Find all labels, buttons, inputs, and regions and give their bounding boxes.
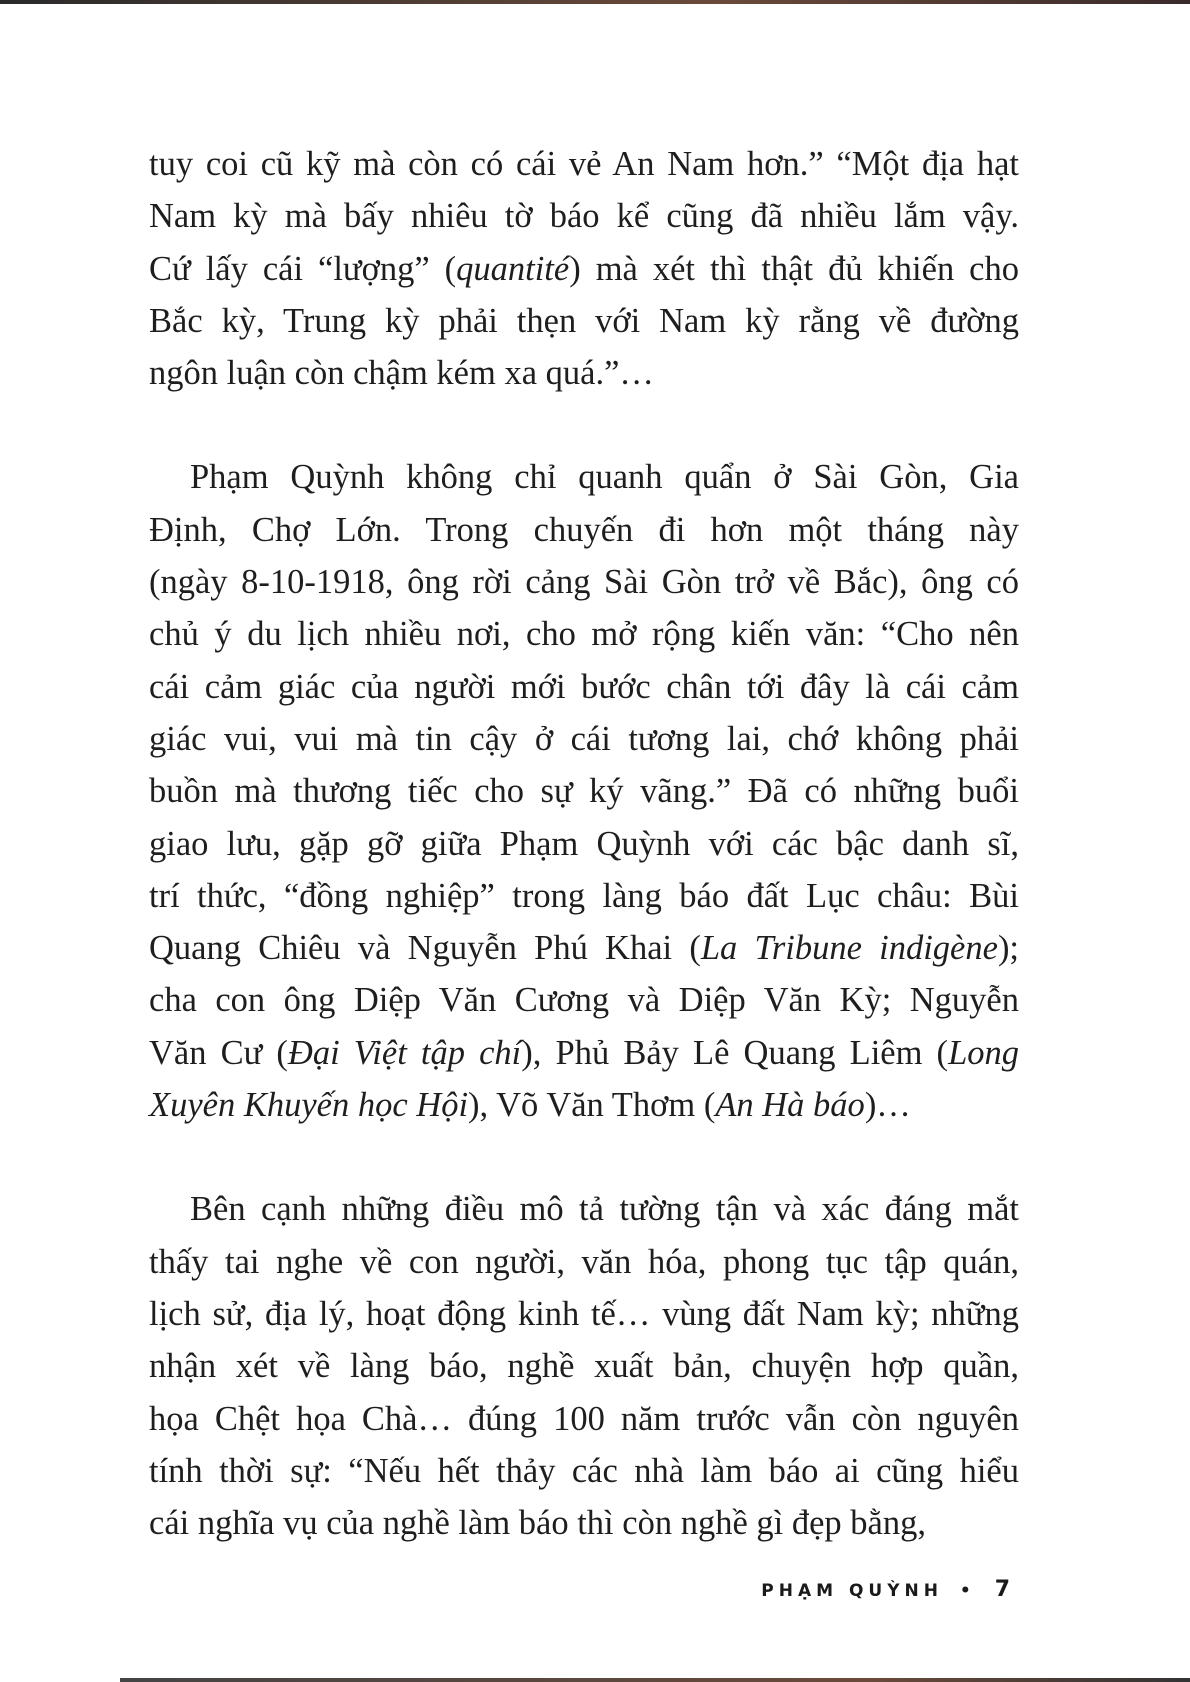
text-run: ), Phủ Bảy Lê Quang Liêm ( xyxy=(521,1033,949,1072)
text-run: Phạm Quỳnh không chỉ quanh quẩn ở Sài Gòn, Gia xyxy=(190,458,1019,497)
running-title: PHẠM QUỲNH xyxy=(761,1581,943,1601)
text-line xyxy=(149,1079,1019,1131)
text-run: Cứ lấy cái “lượng” ( xyxy=(149,249,457,288)
text-run: ), Võ Văn Thơm ( xyxy=(468,1086,716,1125)
text-run: tuy coi cũ kỹ mà còn có cái vẻ An Nam hơn.” “Một địa hạt xyxy=(149,145,1019,183)
text-line xyxy=(149,608,1019,660)
text-run: thấy tai nghe về con người, văn hóa, phong tục tập quán, xyxy=(149,1242,1019,1281)
text-line xyxy=(149,818,1019,870)
italic-text: La Tribune indigène xyxy=(700,929,998,968)
text-run: ) mà xét thì thật đủ khiến cho xyxy=(569,249,1019,288)
text-run: (ngày 8-10-1918, ông rời cảng Sài Gòn trở về Bắc), ông có xyxy=(149,563,1019,602)
text-run: ); xyxy=(997,929,1020,968)
text-run: lịch sử, địa lý, hoạt động kinh tế… vùng đất Nam kỳ; những xyxy=(149,1294,1019,1333)
text-run: Định, Chợ Lớn. Trong chuyến đi hơn một tháng này xyxy=(149,510,1019,549)
paragraph-gap xyxy=(149,399,1019,451)
text-line xyxy=(149,190,1019,242)
page-body-text xyxy=(149,138,1019,1549)
text-run: giác vui, vui mà tin cậy ở cái tương lai, chớ không phải xyxy=(149,719,1019,758)
text-run: cái cảm giác của người mới bước chân tới đây là cái cảm xyxy=(149,667,1019,706)
paragraph-gap xyxy=(149,1131,1019,1183)
text-run: Văn Cư ( xyxy=(149,1033,288,1072)
text-line xyxy=(149,1445,1019,1497)
text-line xyxy=(149,922,1019,974)
italic-text: Đại Việt tập chí xyxy=(287,1033,522,1072)
italic-text: An Hà báo xyxy=(715,1086,865,1125)
text-run: giao lưu, gặp gỡ giữa Phạm Quỳnh với các bậc danh sĩ, xyxy=(149,824,1019,863)
page-top-edge xyxy=(0,0,1190,4)
text-line xyxy=(149,1236,1019,1288)
text-line xyxy=(149,504,1019,556)
text-line xyxy=(149,138,1019,190)
text-run: nhận xét về làng báo, nghề xuất bản, chuyện hợp quần, xyxy=(149,1347,1019,1386)
text-run: ngôn luận còn chậm kém xa quá.”… xyxy=(149,354,654,393)
paragraph xyxy=(149,138,1019,399)
text-run: cái nghĩa vụ của nghề làm báo thì còn nghề gì đẹp bằng, xyxy=(149,1504,926,1543)
text-line xyxy=(149,870,1019,922)
text-line xyxy=(149,1027,1019,1079)
text-run: chủ ý du lịch nhiều nơi, cho mở rộng kiến văn: “Cho nên xyxy=(149,615,1019,654)
text-run: Quang Chiêu và Nguyễn Phú Khai ( xyxy=(149,929,701,968)
text-line xyxy=(149,347,1019,399)
text-line xyxy=(149,713,1019,765)
italic-text: quantité xyxy=(456,249,570,288)
text-run: tính thời sự: “Nếu hết thảy các nhà làm báo ai cũng hiểu xyxy=(149,1451,1019,1490)
text-run: )… xyxy=(864,1086,911,1125)
text-line xyxy=(149,765,1019,817)
text-line xyxy=(149,243,1019,295)
text-line xyxy=(149,1183,1019,1235)
text-line xyxy=(149,1393,1019,1445)
text-line xyxy=(149,1340,1019,1392)
page-number: 7 xyxy=(994,1577,1010,1602)
page-footer xyxy=(761,1577,1010,1602)
text-line xyxy=(149,295,1019,347)
paragraph xyxy=(149,1183,1019,1549)
paragraph xyxy=(149,451,1019,1131)
text-line xyxy=(149,974,1019,1026)
page-bottom-edge xyxy=(120,1678,1190,1682)
text-line xyxy=(149,1288,1019,1340)
text-line xyxy=(149,556,1019,608)
footer-separator: • xyxy=(959,1581,976,1601)
text-run: cha con ông Diệp Văn Cương và Diệp Văn Kỳ; Nguyễn xyxy=(149,981,1019,1020)
italic-text: Long xyxy=(948,1033,1019,1072)
italic-text: Xuyên Khuyến học Hội xyxy=(149,1086,469,1125)
text-line xyxy=(149,1497,1019,1549)
text-run: trí thức, “đồng nghiệp” trong làng báo đất Lục châu: Bùi xyxy=(149,876,1019,915)
text-run: Bên cạnh những điều mô tả tường tận và xác đáng mắt xyxy=(190,1190,1019,1229)
text-line xyxy=(149,661,1019,713)
text-run: Nam kỳ mà bấy nhiêu tờ báo kể cũng đã nhiều lắm vậy. xyxy=(149,197,1019,236)
text-line xyxy=(149,451,1019,503)
text-run: buồn mà thương tiếc cho sự ký vãng.” Đã có những buổi xyxy=(149,772,1019,811)
text-run: Bắc kỳ, Trung kỳ phải thẹn với Nam kỳ rằng về đường xyxy=(149,301,1019,340)
text-run: họa Chệt họa Chà… đúng 100 năm trước vẫn còn nguyên xyxy=(149,1399,1019,1438)
